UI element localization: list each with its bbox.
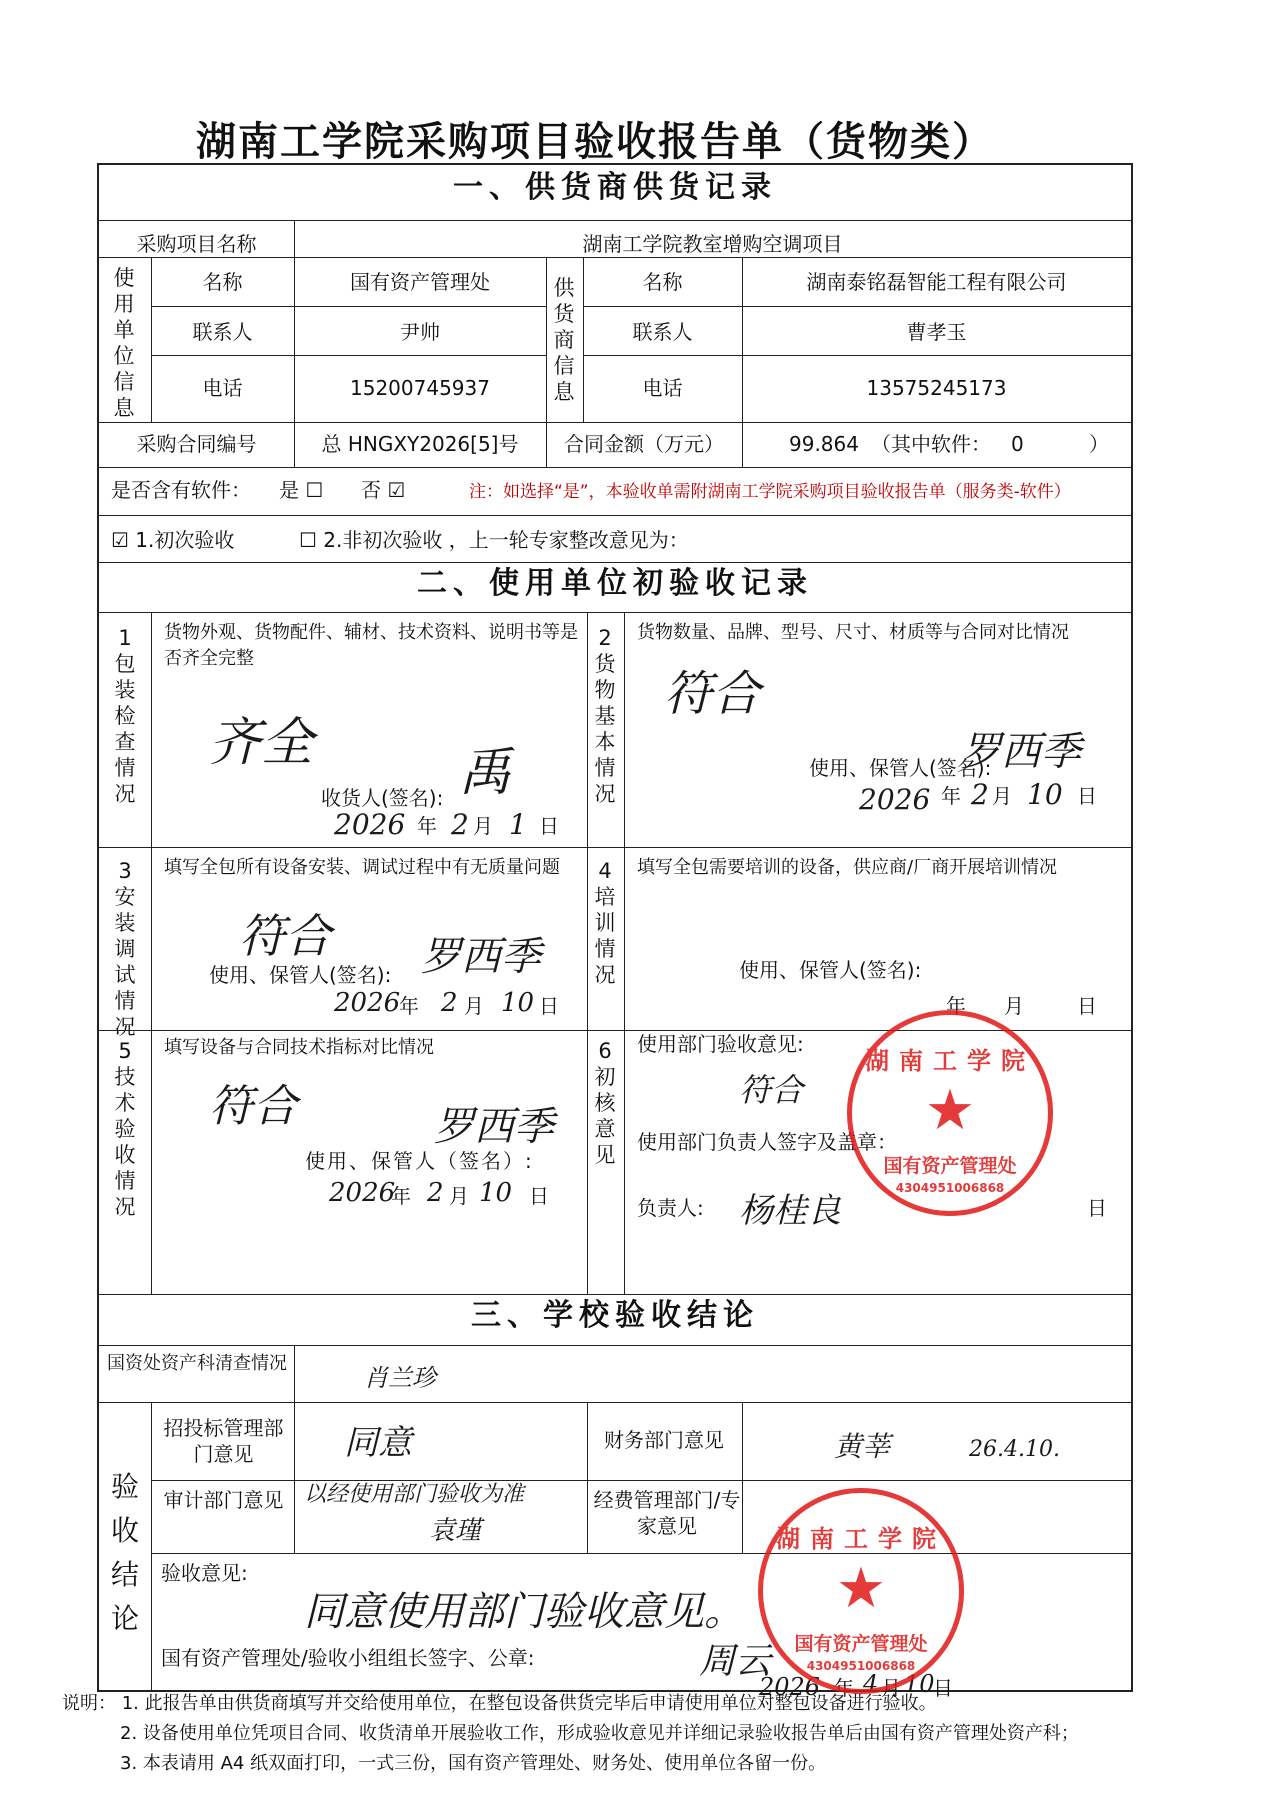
item1-sign-label: 收货人(签名): (321, 786, 444, 810)
item2-date-month: 2 (971, 778, 989, 811)
item6-person-signature: 杨桂良 (739, 1191, 841, 1231)
item6-label: 6初核意见 (594, 1039, 616, 1167)
item4-label: 4培训情况 (594, 859, 616, 987)
item1-date-day: 1 (509, 808, 527, 841)
audit-dept-signature: 袁瑾 (429, 1516, 482, 1546)
note-2: 2. 设备使用单位凭项目合同、收货清单开展验收工作，形成验收意见并详细记录验收报告单后由国有资产管理处资产科； (120, 1723, 1079, 1744)
star-icon: ★ (835, 1556, 887, 1621)
item3-date-year: 2026 (334, 988, 401, 1018)
contract-amount-value: 99.864 (789, 432, 859, 456)
item5-day-unit: 日 (529, 1184, 549, 1208)
item6-description: 使用部门验收意见: (637, 1032, 804, 1056)
item3-day-unit: 日 (539, 994, 559, 1018)
item1-date-year: 2026 (334, 808, 406, 841)
item3-handwriting: 符合 (239, 909, 331, 963)
item3-year-unit: 年 (399, 994, 419, 1018)
contract-no-value: 总 HNGXY2026[5]号 (321, 432, 519, 456)
contract-amount-label: 合同金额（万元） (564, 432, 724, 456)
leader-year-unit: 年 (834, 1676, 854, 1700)
user-unit-label: 使用单位信息 (113, 266, 135, 420)
item5-handwriting: 符合 (209, 1081, 297, 1132)
funding-dept-label: 经费管理部门/专家意见 (593, 1488, 741, 1538)
software-label: 是否含有软件： (111, 478, 251, 502)
official-seal-stamp-2 (758, 1488, 964, 1694)
user-name-value: 国有资产管理处 (350, 270, 490, 294)
software-amount-label: （其中软件： (871, 432, 991, 456)
user-contact-value: 尹帅 (400, 320, 440, 344)
item2-label: 2货物基本情况 (594, 626, 616, 806)
supplier-phone-value: 13575245173 (866, 376, 1007, 400)
user-phone-label: 电话 (202, 376, 243, 400)
item2-day-unit: 日 (1077, 784, 1097, 808)
item3-signature: 罗西季 (421, 934, 541, 980)
bidding-dept-signature: 同意 (344, 1423, 412, 1463)
item1-label: 1包装检查情况 (114, 626, 136, 806)
item3-date-day: 10 (501, 988, 535, 1018)
bidding-dept-label: 招投标管理部门意见 (163, 1416, 284, 1466)
item5-description: 填写设备与合同技术指标对比情况 (164, 1037, 434, 1058)
notes-block (62, 1692, 937, 1716)
project-name-value: 湖南工学院教室增购空调项目 (582, 232, 843, 256)
document-title: 湖南工学院采购项目验收报告单（货物类） (196, 119, 994, 165)
user-name-label: 名称 (202, 270, 243, 294)
item6-person-label: 负责人: (637, 1196, 704, 1220)
supplier-contact-label: 联系人 (632, 320, 693, 344)
item2-signature: 罗西季 (961, 729, 1081, 775)
item4-description: 填写全包需要培训的设备，供应商/厂商开展培训情况 (637, 857, 1058, 878)
item2-sign-label: 使用、保管人(签名): (809, 756, 992, 780)
item5-date-month: 2 (427, 1178, 444, 1208)
audit-dept-label: 审计部门意见 (163, 1488, 284, 1512)
item3-date-month: 2 (441, 988, 458, 1018)
section1-heading: 一、供货商供货记录 (453, 170, 777, 205)
note-3: 3. 本表请用 A4 纸双面打印，一式三份，国有资产管理处、财务处、使用单位各留一份。 (120, 1753, 827, 1774)
item3-description: 填写全包所有设备安装、调试过程中有无质量问题 (164, 857, 560, 878)
supplier-phone-label: 电话 (642, 376, 683, 400)
stamp1-code: 4304951006868 (895, 1181, 1005, 1195)
official-seal-stamp (847, 1010, 1053, 1216)
item5-month-unit: 月 (449, 1184, 469, 1208)
item5-signature: 罗西季 (434, 1104, 554, 1150)
opinion-handwriting: 同意使用部门验收意见。 (304, 1589, 744, 1635)
item1-handwriting: 齐全 (209, 713, 314, 773)
stamp2-bottom-text: 国有资产管理处 (794, 1633, 928, 1655)
stamp2-top-text: 湖南工学院 (776, 1525, 946, 1553)
item1-date-month: 2 (451, 808, 469, 841)
item5-year-unit: 年 (391, 1184, 411, 1208)
notes-label: 说明： (62, 1693, 116, 1714)
item6-sign-label: 使用部门负责人签字及盖章： (637, 1130, 897, 1154)
asset-check-signature: 肖兰珍 (364, 1364, 436, 1392)
section2-heading: 二、使用单位初验收记录 (417, 566, 813, 601)
leader-date-month: 4 (863, 1670, 879, 1698)
item5-sign-label: 使用、保管人（签名）: (305, 1149, 534, 1173)
item2-date-year: 2026 (859, 783, 931, 816)
finance-dept-label: 财务部门意见 (604, 1428, 724, 1452)
asset-check-label: 国资处资产科清查情况 (107, 1353, 287, 1374)
item1-description: 货物外观、货物配件、辅材、技术资料、说明书等是否齐全完整 (164, 622, 578, 669)
user-phone-value: 15200745937 (350, 376, 490, 400)
software-yes-option: 是 ☐ (279, 478, 324, 502)
item2-month-unit: 月 (992, 784, 1012, 808)
supplier-name-label: 名称 (642, 270, 683, 294)
star-icon: ★ (924, 1078, 976, 1143)
software-note: 注：如选择“是”，本验收单需附湖南工学院采购项目验收报告单（服务类-软件） (469, 482, 1071, 502)
item4-day-unit: 日 (1077, 994, 1097, 1018)
item1-day-unit: 日 (539, 814, 559, 838)
software-no-option: 否 ☑ (361, 478, 406, 502)
audit-dept-opinion: 以经使用部门验收为准 (304, 1482, 525, 1507)
item1-year-unit: 年 (417, 814, 437, 838)
finance-dept-date: 26.4.10. (969, 1437, 1060, 1462)
leader-sign-label: 国有资产管理处/验收小组组长签字、公章: (161, 1646, 535, 1670)
leader-date-day: 10 (904, 1670, 935, 1698)
leader-signature: 周云 (699, 1641, 772, 1682)
stamp1-top-text: 湖南工学院 (865, 1047, 1035, 1075)
section3-heading: 三、学校验收结论 (471, 1298, 759, 1333)
item5-label: 5技术验收情况 (114, 1039, 136, 1219)
non-first-check-option: ☐ 2.非初次验收 ，上一轮专家整改意见为： (299, 528, 689, 552)
item3-month-unit: 月 (464, 994, 484, 1018)
item4-sign-label: 使用、保管人(签名): (739, 958, 922, 982)
leader-date-year: 2026 (759, 1673, 821, 1701)
stamp2-code: 4304951006868 (806, 1659, 916, 1673)
leader-month-unit: 月 (881, 1676, 901, 1700)
item4-year-unit: 年 (946, 994, 966, 1018)
report-table (97, 163, 1133, 1701)
item2-date-day: 10 (1027, 778, 1063, 811)
stamp1-bottom-text: 国有资产管理处 (883, 1155, 1017, 1177)
contract-no-label: 采购合同编号 (136, 432, 257, 456)
item3-label: 3安装调试情况 (114, 859, 136, 1039)
software-amount-close: ） (1089, 432, 1109, 456)
item5-date-day: 10 (479, 1178, 513, 1208)
item6-day-unit: 日 (1087, 1196, 1107, 1220)
first-check-option: ☑ 1.初次验收 (111, 528, 235, 552)
supplier-name-value: 湖南泰铭磊智能工程有限公司 (806, 270, 1067, 294)
item6-handwriting: 符合 (739, 1071, 804, 1109)
opinion-label: 验收意见: (161, 1561, 248, 1585)
item1-signature: 禹 (459, 743, 512, 803)
item4-month-unit: 月 (1004, 994, 1024, 1018)
user-contact-label: 联系人 (192, 320, 253, 344)
software-amount-value: 0 (1011, 432, 1024, 456)
finance-dept-signature: 黄莘 (834, 1430, 891, 1463)
supplier-contact-value: 曹孝玉 (906, 320, 967, 344)
conclusion-label: 验收结论 (110, 1470, 139, 1635)
item1-month-unit: 月 (473, 814, 493, 838)
item5-date-year: 2026 (329, 1178, 396, 1208)
item2-year-unit: 年 (941, 784, 961, 808)
project-name-label: 采购项目名称 (136, 232, 257, 256)
supplier-label: 供货商信息 (553, 276, 575, 404)
item3-sign-label: 使用、保管人(签名): (209, 963, 392, 987)
leader-day-unit: 日 (933, 1676, 953, 1700)
item2-handwriting: 符合 (664, 666, 761, 722)
note-1: 1. 此报告单由供货商填写并交给使用单位，在整包设备供货完毕后申请使用单位对整包设备进行验收。 (121, 1693, 937, 1714)
item2-description: 货物数量、品牌、型号、尺寸、材质等与合同对比情况 (637, 622, 1069, 643)
